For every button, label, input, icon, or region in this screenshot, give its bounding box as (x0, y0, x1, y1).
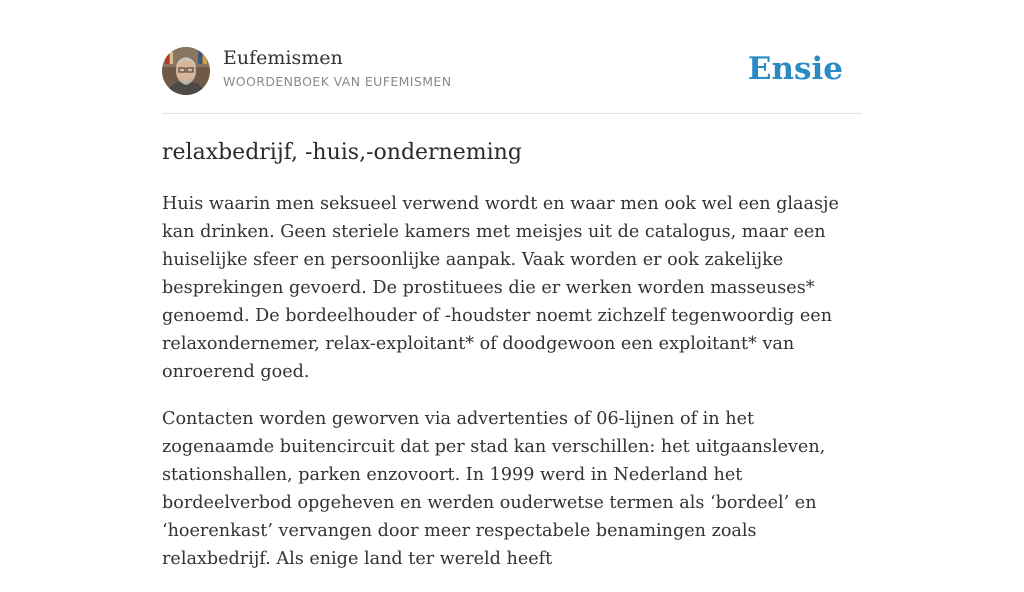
definition-paragraph: Contacten worden geworven via advertenties of 06-lijnen of in het zogenaamde buitencircuit dat per stad kan verschillen: het uitgaansleven, stationshallen, parken enzovoort. In 1999 werd in Nederland het bordeelverbod opgeheven en werden ouderwetse termen als ‘bordeel’ en ‘hoerenkast’ vervangen door meer respectabele benamingen zoals relaxbedrijf. Als enige land ter wereld heeft (162, 409, 826, 569)
page (162, 0, 862, 569)
ensie-logo[interactable]: Ensie (747, 51, 843, 87)
author-avatar-icon[interactable] (162, 47, 210, 95)
site-title[interactable]: Eufemismen (223, 47, 343, 69)
entry-definition (162, 190, 862, 592)
site-subtitle: WOORDENBOEK VAN EUFEMISMEN (223, 74, 452, 89)
entry-title: relaxbedrijf, -huis,-onderneming (162, 140, 522, 165)
site-header (162, 0, 862, 114)
definition-paragraph: Huis waarin men seksueel verwend wordt en waar men ook wel een glaasje kan drinken. Geen steriele kamers met meisjes uit de catalogus, maar een huiselijke sfeer en persoonlijke aanpak. Vaak worden er ook zakelijke besprekingen gevoerd. De prostituees die er werken worden masseuses* genoemd. De bordeelhouder of -houdster noemt zichzelf tegenwoordig een relaxondernemer, relax-exploitant* of doodgewoon een exploitant* van onroerend goed. (162, 194, 839, 382)
